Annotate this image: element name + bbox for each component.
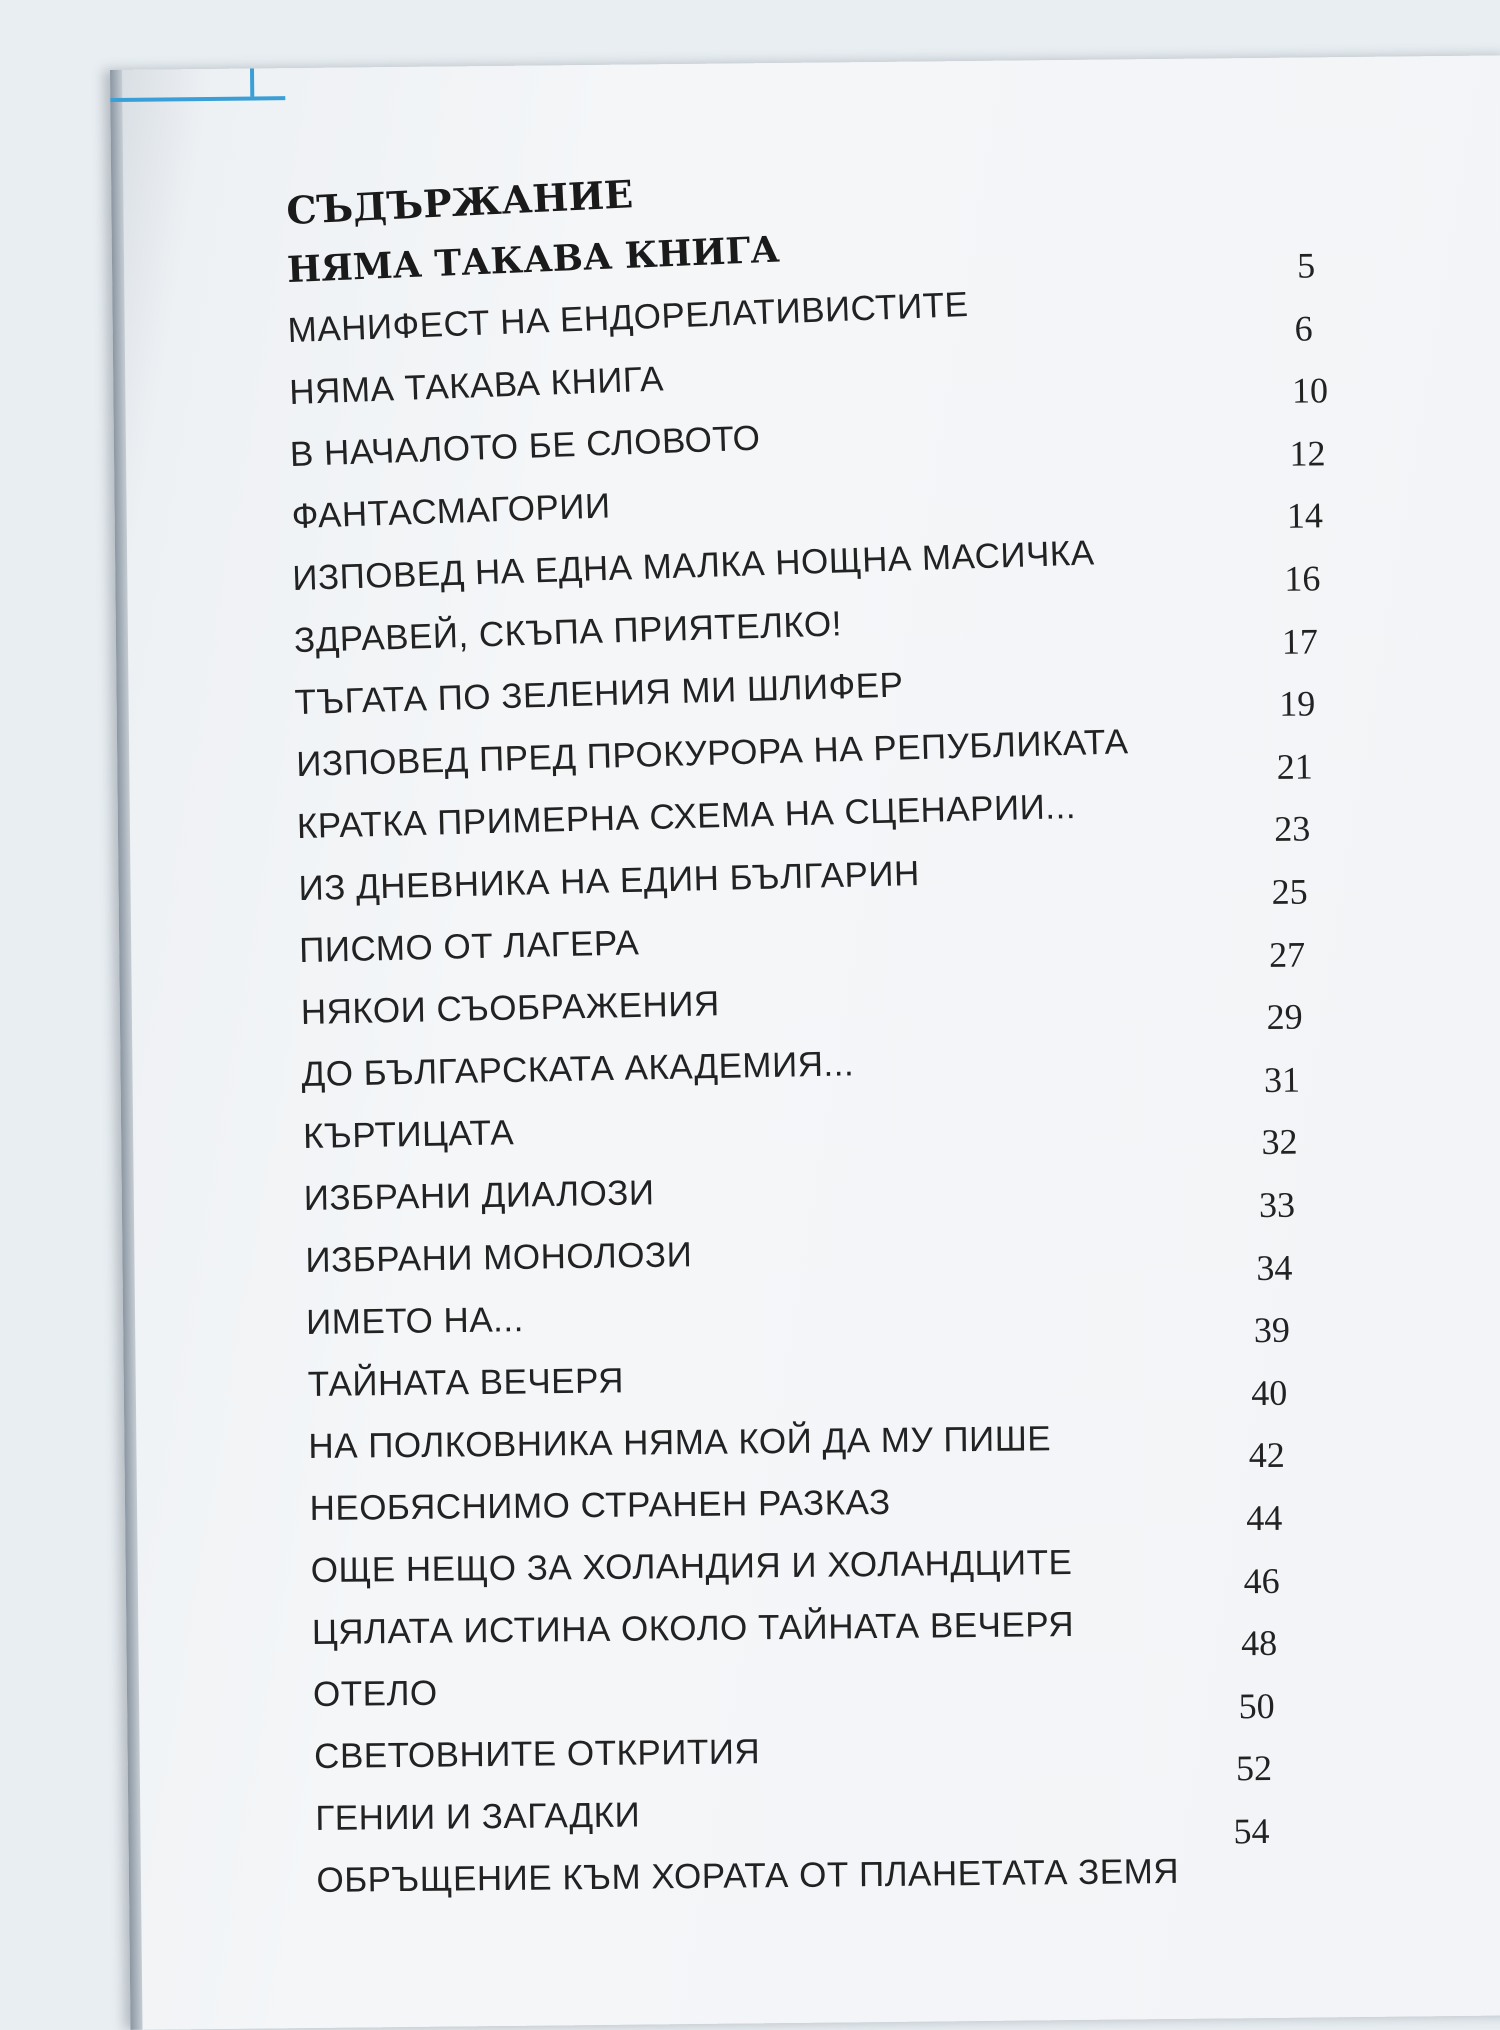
toc-entry-title: НЕОБЯСНИМО СТРАНЕН РАЗКАЗ bbox=[309, 1482, 891, 1528]
page-gutter bbox=[110, 70, 143, 2030]
toc-entry-title: ИЗ ДНЕВНИКА НА ЕДИН БЪЛГАРИН bbox=[297, 854, 920, 909]
toc-entry-page: 23 bbox=[1273, 808, 1311, 850]
toc-entry-page: 52 bbox=[1235, 1748, 1273, 1789]
toc-list bbox=[286, 245, 1500, 1901]
toc-entry-page: 10 bbox=[1291, 370, 1329, 411]
toc-entry-page: 6 bbox=[1294, 308, 1313, 349]
toc-entry-page: 33 bbox=[1258, 1184, 1296, 1226]
toc-entry-page: 19 bbox=[1279, 683, 1316, 724]
toc-entry-page: 16 bbox=[1284, 558, 1321, 599]
toc-entry-title: СВЕТОВНИТЕ ОТКРИТИЯ bbox=[313, 1732, 761, 1776]
toc-entry-page: 40 bbox=[1251, 1372, 1288, 1413]
toc-entry-title: ИМЕТО НА... bbox=[305, 1300, 525, 1343]
toc-entry-page: 14 bbox=[1286, 495, 1324, 537]
toc-entry-title: ПИСМО ОТ ЛАГЕРА bbox=[298, 923, 640, 971]
toc-entry-page: 21 bbox=[1276, 746, 1313, 787]
toc-entry-title: В НАЧАЛОТО БЕ СЛОВОТО bbox=[289, 418, 762, 475]
toc-entry-title: ИЗБРАНИ МОНОЛОЗИ bbox=[304, 1235, 692, 1281]
toc-entry-title: НЯМА ТАКАВА КНИГА bbox=[288, 359, 664, 413]
toc-entry-title: КРАТКА ПРИМЕРНА СХЕМА НА СЦЕНАРИИ... bbox=[296, 786, 1077, 847]
toc-entry-title: ГЕНИИ И ЗАГАДКИ bbox=[315, 1795, 641, 1838]
toc-entry-title: ОЩЕ НЕЩО ЗА ХОЛАНДИЯ И ХОЛАНДЦИТЕ bbox=[310, 1543, 1073, 1590]
toc-entry-title: ТАЙНАТА ВЕЧЕРЯ bbox=[307, 1361, 624, 1405]
toc-entry-page: 44 bbox=[1246, 1497, 1283, 1539]
toc-entry-title: ДО БЪЛГАРСКАТА АКАДЕМИЯ... bbox=[301, 1044, 855, 1095]
toc-heading: СЪДЪРЖАНИЕ bbox=[285, 171, 635, 234]
toc-entry-title: ЦЯЛАТА ИСТИНА ОКОЛО ТАЙНАТА ВЕЧЕРЯ bbox=[311, 1604, 1075, 1652]
toc-entry-title: ТЪГАТА ПО ЗЕЛЕНИЯ МИ ШЛИФЕР bbox=[294, 665, 904, 723]
toc-entry-title: ИЗПОВЕД НА ЕДНА МАЛКА НОЩНА МАСИЧКА bbox=[291, 533, 1096, 599]
toc-entry-page: 48 bbox=[1240, 1623, 1278, 1664]
toc-entry-page: 12 bbox=[1289, 433, 1326, 474]
table-of-contents bbox=[285, 171, 1500, 1901]
toc-entry-title: ФАНТАСМАГОРИИ bbox=[290, 486, 611, 537]
toc-entry-title: ОТЕЛО bbox=[312, 1673, 438, 1714]
toc-entry-page: 17 bbox=[1281, 620, 1319, 662]
blue-corner-mark bbox=[110, 68, 285, 102]
toc-entry-title: ОБРЪЩЕНИЕ КЪМ ХОРАТА ОТ ПЛАНЕТАТА ЗЕМЯ bbox=[316, 1851, 1180, 1900]
toc-entry-page: 54 bbox=[1233, 1810, 1270, 1852]
toc-entry-page: 50 bbox=[1238, 1685, 1275, 1727]
section-title: НЯМА ТАКАВА КНИГА bbox=[286, 228, 781, 292]
toc-entry-title: НА ПОЛКОВНИКА НЯМА КОЙ ДА МУ ПИШЕ bbox=[308, 1419, 1052, 1466]
toc-entry-page: 27 bbox=[1268, 934, 1306, 975]
book-page bbox=[110, 55, 1500, 2030]
toc-entry-title: ИЗБРАНИ ДИАЛОЗИ bbox=[303, 1173, 655, 1219]
toc-entry-page: 32 bbox=[1261, 1122, 1298, 1163]
toc-entry-page: 25 bbox=[1271, 871, 1308, 912]
toc-entry-page: 39 bbox=[1253, 1309, 1291, 1351]
toc-entry-page: 31 bbox=[1263, 1059, 1301, 1100]
toc-entry-title: КЪРТИЦАТА bbox=[302, 1113, 514, 1157]
toc-entry-page: 29 bbox=[1266, 996, 1303, 1038]
toc-entry-page: 46 bbox=[1243, 1560, 1280, 1601]
toc-entry-title: МАНИФЕСТ НА ЕНДОРЕЛАТИВИСТИТЕ bbox=[286, 285, 970, 351]
toc-entry-page: 34 bbox=[1256, 1247, 1293, 1288]
toc-entry-title: ИЗПОВЕД ПРЕД ПРОКУРОРА НА РЕПУБЛИКАТА bbox=[295, 722, 1129, 785]
toc-entry-title: НЯКОИ СЪОБРАЖЕНИЯ bbox=[299, 984, 720, 1033]
toc-entry-page: 5 bbox=[1296, 245, 1316, 286]
toc-entry-title: ЗДРАВЕЙ, СКЪПА ПРИЯТЕЛКО! bbox=[292, 604, 842, 661]
toc-entry-page: 42 bbox=[1248, 1435, 1285, 1476]
